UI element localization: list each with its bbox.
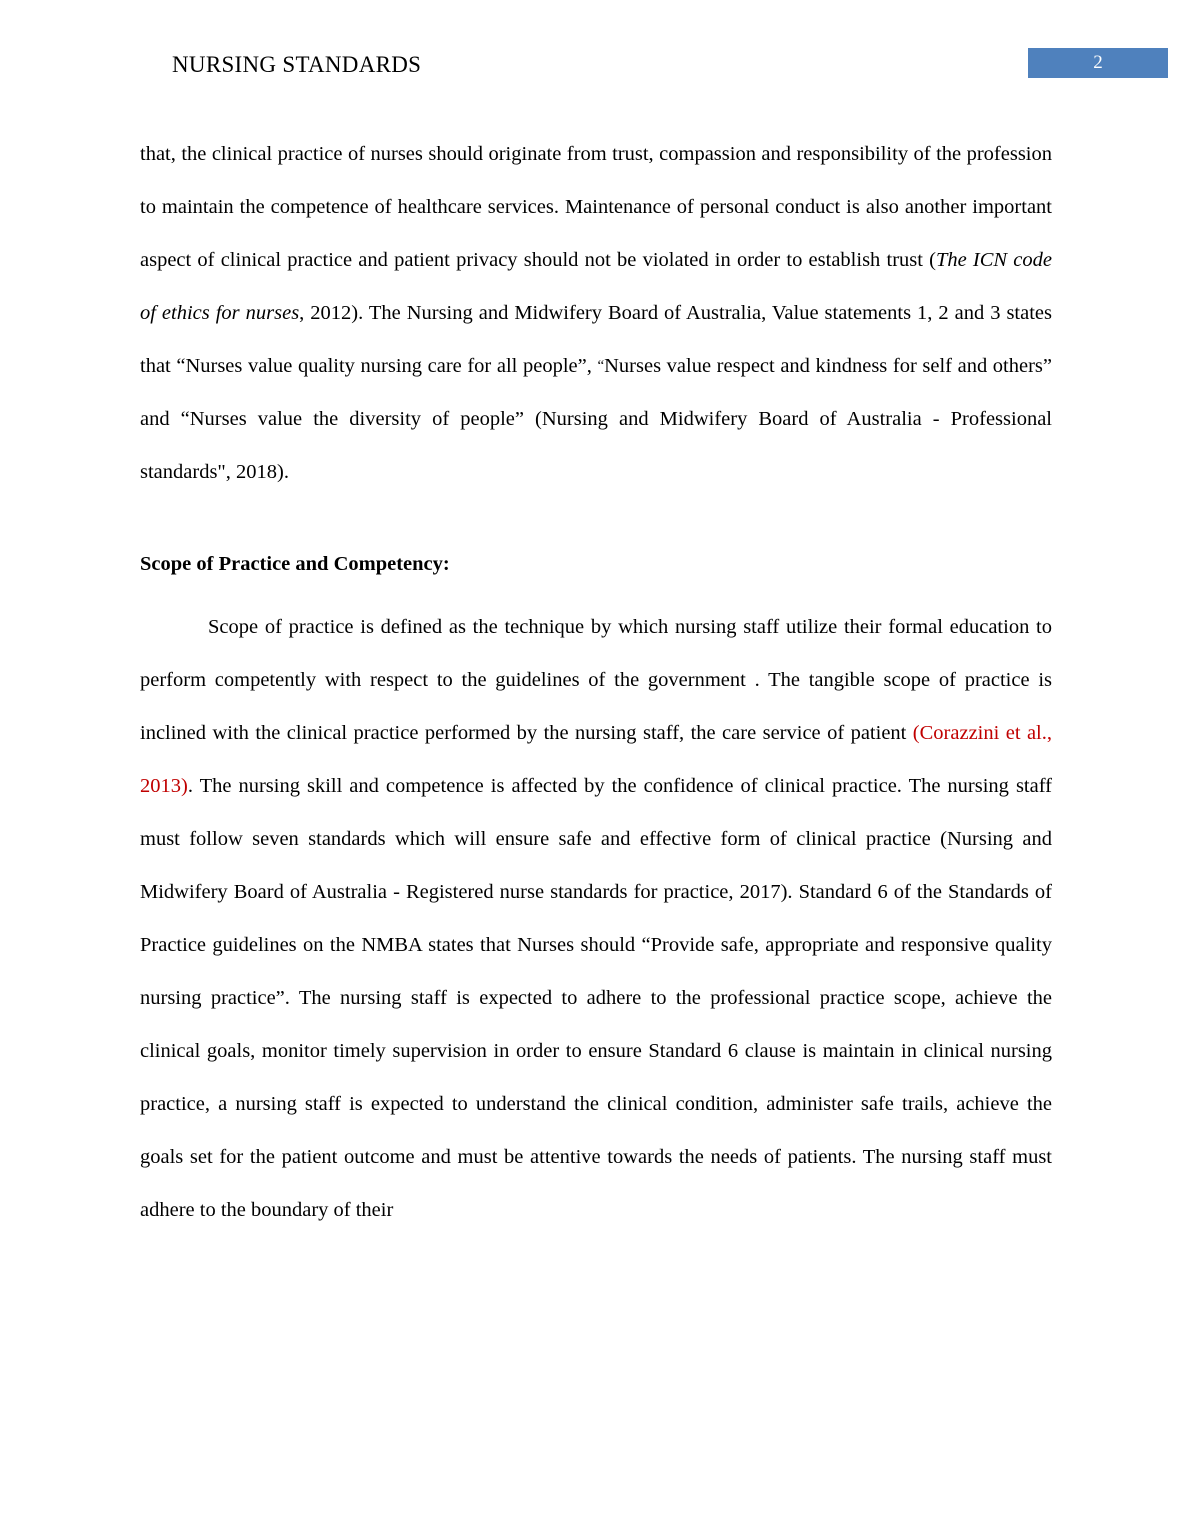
paragraph-1-part-2: , 2012). The Nursing and Midwifery Board of Australia, Value statements 1, 2 and 3 states that “Nurses value quality nursing care for all people”, — [140, 302, 1053, 377]
running-head-title: NURSING STANDARDS — [172, 52, 422, 77]
page-header — [0, 52, 1190, 92]
page-number-highlight — [1028, 48, 1168, 78]
paragraph-spacer — [140, 499, 1052, 523]
document-body — [140, 128, 1052, 1237]
inline-citation-highlighted: (Corazzini et al., 2013) — [140, 722, 1053, 797]
paragraph-continued — [140, 128, 1052, 499]
paragraph-2-part-1: Scope of practice is defined as the technique by which nursing staff utilize their formal education to perform competently with respect to the guidelines of the government . The tangible scope of practice is inclined with the clinical practice performed by the nursing staff, the care service of patient — [140, 616, 1052, 744]
italic-source-title: The ICN code of ethics for nurses — [140, 249, 1053, 324]
paragraph-1-part-3: Nurses value respect and kindness for self and others” and “Nurses value the diversity of people” (Nursing and Midwifery Board of Australia - Professional standards", 2018). — [140, 355, 1052, 483]
page-number: 2 — [1093, 52, 1103, 73]
paragraph-1-part-1: that, the clinical practice of nurses should originate from trust, compassion and responsibility of the profession to maintain the competence of healthcare services. Maintenance of personal conduct is also another important aspect of clinical practice and patient privacy should not be violated in order to establish trust ( — [140, 143, 1052, 271]
paragraph-scope-of-practice — [140, 601, 1052, 1237]
section-heading-scope-of-practice: Scope of Practice and Competency: — [140, 553, 450, 575]
paragraph-2-part-2: . The nursing skill and competence is affected by the confidence of clinical practice. The nursing staff must follow seven standards which will ensure safe and effective form of clinical practice (Nursing and Midwifery Board of Australia - Registered nurse standards for practice, 2017). Standard 6 of the Standards of Practice guidelines on the NMBA states that Nurses should “Provide safe, appropriate and responsive quality nursing practice”. The nursing staff is expected to adhere to the professional practice scope, achieve the clinical goals, monitor timely supervision in order to ensure Standard 6 clause is maintain in clinical nursing practice, a nursing staff is expected to understand the clinical condition, administer safe trails, achieve the goals set for the patient outcome and must be attentive towards the needs of patients. The nursing staff must adhere to the boundary of their — [140, 775, 1052, 1221]
inline-quote-mark: “ — [597, 358, 605, 374]
